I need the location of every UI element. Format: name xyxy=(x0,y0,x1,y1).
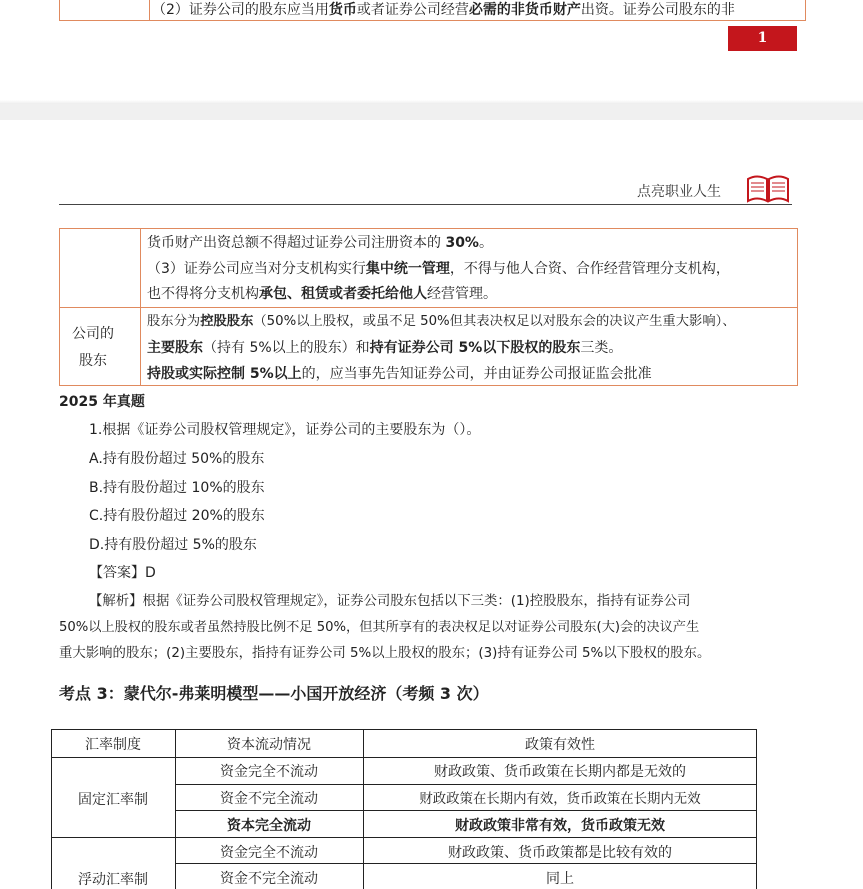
table-cell: 资金不完全流动 xyxy=(220,791,318,807)
table-divider xyxy=(52,837,756,838)
table-cell: 资金不完全流动 xyxy=(220,871,318,887)
option-c: C.持有股份超过 20%的股东 xyxy=(89,508,265,524)
table-cell: 资金完全不流动 xyxy=(220,764,318,780)
analysis-line: 50%以上股权的股东或者虽然持股比例不足 50%，但其所享有的表决权足以对证券公司股东(大)会的决议产生 xyxy=(59,620,700,635)
header-brand-text: 点亮职业人生 xyxy=(637,184,721,200)
table-divider xyxy=(175,863,757,864)
table-divider xyxy=(175,784,757,785)
table-text-line: （3）证券公司应当对分支机构实行集中统一管理，不得与他人合资、合作经营管理分支机构， xyxy=(147,261,730,277)
column-header: 资本流动情况 xyxy=(227,737,311,753)
table-text-line: 也不得将分支机构承包、租赁或者委托给他人经营管理。 xyxy=(147,286,497,302)
regime-label: 固定汇率制 xyxy=(78,792,148,808)
table-cell: 财政政策、货币政策都是比较有效的 xyxy=(448,845,672,861)
table-cell: 财政政策非常有效，货币政策无效 xyxy=(455,818,665,834)
question-stem: 1.根据《证券公司股权管理规定》，证券公司的主要股东为（）。 xyxy=(89,422,481,438)
table-cell: 财政政策在长期内有效，货币政策在长期内无效 xyxy=(419,792,701,807)
option-b: B.持有股份超过 10%的股东 xyxy=(89,480,265,496)
answer-line: 【答案】D xyxy=(89,565,156,581)
analysis-line: 重大影响的股东；(2)主要股东，指持有证券公司 5%以上股权的股东；(3)持有证券公司 5%以下股权的股东。 xyxy=(59,646,711,661)
table-cell: 资金完全不流动 xyxy=(220,845,318,861)
table-text-line: （2）证券公司的股东应当用货币或者证券公司经营必需的非货币财产出资。证券公司股东的非 xyxy=(152,2,735,18)
table-divider xyxy=(52,757,756,758)
column-header: 汇率制度 xyxy=(85,737,141,753)
table-cell: 财政政策、货币政策在长期内都是无效的 xyxy=(434,764,686,780)
row-label: 公司的 xyxy=(72,326,114,342)
table-text-line: 股东分为控股股东（50%以上股权，或虽不足 50%但其表决权足以对股东会的决议产生重大影响）、 xyxy=(147,314,736,329)
table-text-line: 主要股东（持有 5%以上的股东）和持有证券公司 5%以下股权的股东三类。 xyxy=(147,340,623,356)
analysis-line: 【解析】根据《证券公司股权管理规定》，证券公司股东包括以下三类：(1)控股股东，指持有证券公司 xyxy=(89,594,691,609)
table-divider xyxy=(175,810,757,811)
page-gap xyxy=(0,104,863,120)
table-text-line: 货币财产出资总额不得超过证券公司注册资本的 30%。 xyxy=(147,235,493,251)
section-heading: 考点 3：蒙代尔-弗莱明模型——小国开放经济（考频 3 次） xyxy=(59,684,489,703)
table-cell: 资本完全流动 xyxy=(227,818,311,834)
column-header: 政策有效性 xyxy=(525,737,595,753)
exam-year-title: 2025 年真题 xyxy=(59,394,145,410)
page-number-badge: 1 xyxy=(728,26,797,51)
regime-label: 浮动汇率制 xyxy=(78,872,148,888)
table-cell xyxy=(60,0,150,20)
table-divider xyxy=(60,307,797,308)
option-a: A.持有股份超过 50%的股东 xyxy=(89,451,265,467)
table-text-line: 持股或实际控制 5%以上的，应当事先告知证券公司，并由证券公司报证监会批准 xyxy=(147,366,652,382)
open-book-icon xyxy=(745,171,791,205)
row-label: 股东 xyxy=(79,353,107,369)
option-d: D.持有股份超过 5%的股东 xyxy=(89,537,257,553)
header-rule xyxy=(59,204,792,205)
table-cell: 同上 xyxy=(546,871,574,887)
